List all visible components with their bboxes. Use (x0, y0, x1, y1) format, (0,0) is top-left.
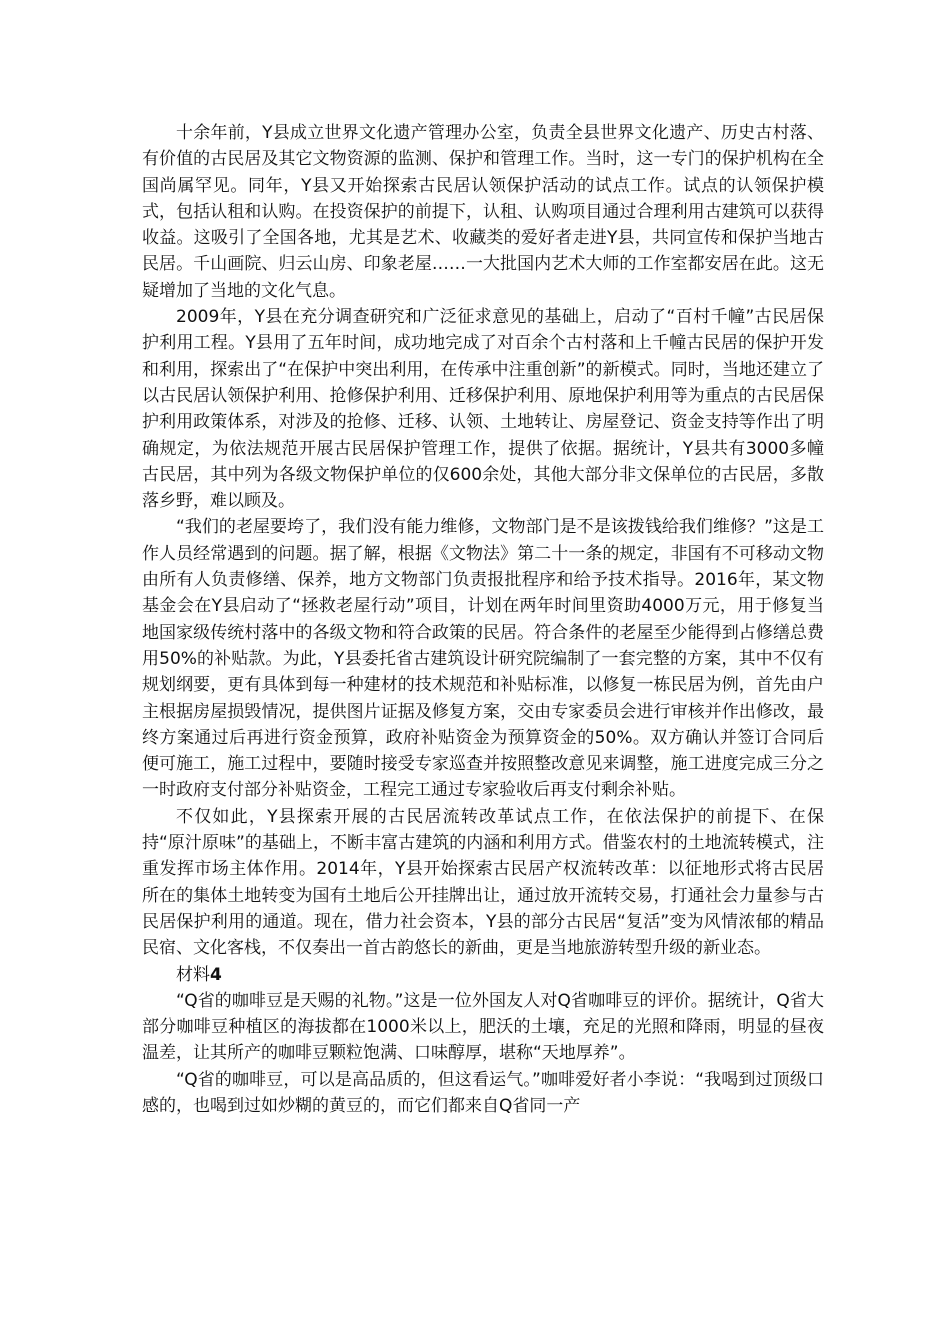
paragraph-5: “Q省的咖啡豆是天赐的礼物。”这是一位外国友人对Q省咖啡豆的评价。据统计，Q省大部分咖啡豆种植区的海拔都在1000米以上，肥沃的土壤，充足的光照和降雨，明显的昼夜温差，让其所产的咖啡豆颗粒饱满、口味醇厚，堪称“天地厚养”。 (142, 990, 824, 1064)
section-heading-number: 4 (210, 964, 222, 985)
section-heading-prefix: 材料 (176, 964, 210, 985)
document-page (142, 120, 824, 1119)
paragraph-2: 2009年，Y县在充分调查研究和广泛征求意见的基础上，启动了“百村千幢”古民居保护利用工程。Y县用了五年时间，成功地完成了对百余个古村落和上千幢古民居的保护开发和利用，探索出了“在保护中突出利用，在传承中注重创新”的新模式。同时，当地还建立了以古民居认领保护利用、抢修保护利用、迁移保护利用、原地保护利用等为重点的古民居保护利用政策体系，对涉及的抢修、迁移、认领、土地转让、房屋登记、资金支持等作出了明确规定，为依法规范开展古民居保护管理工作，提供了依据。据统计，Y县共有3000多幢古民居，其中列为各级文物保护单位的仅600余处，其他大部分非文保单位的古民居，多散落乡野，难以顾及。 (142, 307, 824, 512)
paragraph-1: 十余年前，Y县成立世界文化遗产管理办公室，负责全县世界文化遗产、历史古村落、有价值的古民居及其它文物资源的监测、保护和管理工作。当时，这一专门的保护机构在全国尚属罕见。同年，Y县又开始探索古民居认领保护活动的试点工作。试点的认领保护模式，包括认租和认购。在投资保护的前提下，认租、认购项目通过合理利用古建筑可以获得收益。这吸引了全国各地，尤其是艺术、收藏类的爱好者走进Y县，共同宣传和保护当地古民居。千山画院、归云山房、印象老屋……一大批国内艺术大师的工作室都安居在此。这无疑增加了当地的文化气息。 (142, 123, 824, 301)
section-heading-material-4 (142, 962, 824, 988)
paragraph-3: “我们的老屋要垮了，我们没有能力维修，文物部门是不是该拨钱给我们维修？”这是工作人员经常遇到的问题。据了解，根据《文物法》第二十一条的规定，非国有不可移动文物由所有人负责修缮、保养，地方文物部门负责报批程序和给予技术指导。2016年，某文物基金会在Y县启动了“拯救老屋行动”项目，计划在两年时间里资助4000万元，用于修复当地国家级传统村落中的各级文物和符合政策的民居。符合条件的老屋至少能得到占修缮总费用50%的补贴款。为此，Y县委托省古建筑设计研究院编制了一套完整的方案，其中不仅有规划纲要，更有具体到每一种建材的技术规范和补贴标准，以修复一栋民居为例，首先由户主根据房屋损毁情况，提供图片证据及修复方案，交由专家委员会进行审核并作出修改，最终方案通过后再进行资金预算，政府补贴资金为预算资金的50%。双方确认并签订合同后便可施工，施工过程中，要随时接受专家巡查并按照整改意见来调整，施工进度完成三分之一时政府支付部分补贴资金，工程完工通过专家验收后再支付剩余补贴。 (142, 517, 824, 801)
paragraph-6: “Q省的咖啡豆，可以是高品质的，但这看运气。”咖啡爱好者小李说：“我喝到过顶级口感的，也喝到过如炒糊的黄豆的，而它们都来自Q省同一产 (142, 1069, 824, 1116)
paragraph-4: 不仅如此，Y县探索开展的古民居流转改革试点工作，在依法保护的前提下、在保持“原汁原味”的基础上，不断丰富古建筑的内涵和利用方式。借鉴农村的土地流转模式，注重发挥市场主体作用。2014年，Y县开始探索古民居产权流转改革：以征地形式将古民居所在的集体土地转变为国有土地后公开挂牌出让，通过放开流转交易，打通社会力量参与古民居保护利用的通道。现在，借力社会资本，Y县的部分古民居“复活”变为风情浓郁的精品民宿、文化客栈，不仅奏出一首古韵悠长的新曲，更是当地旅游转型升级的新业态。 (142, 806, 824, 959)
